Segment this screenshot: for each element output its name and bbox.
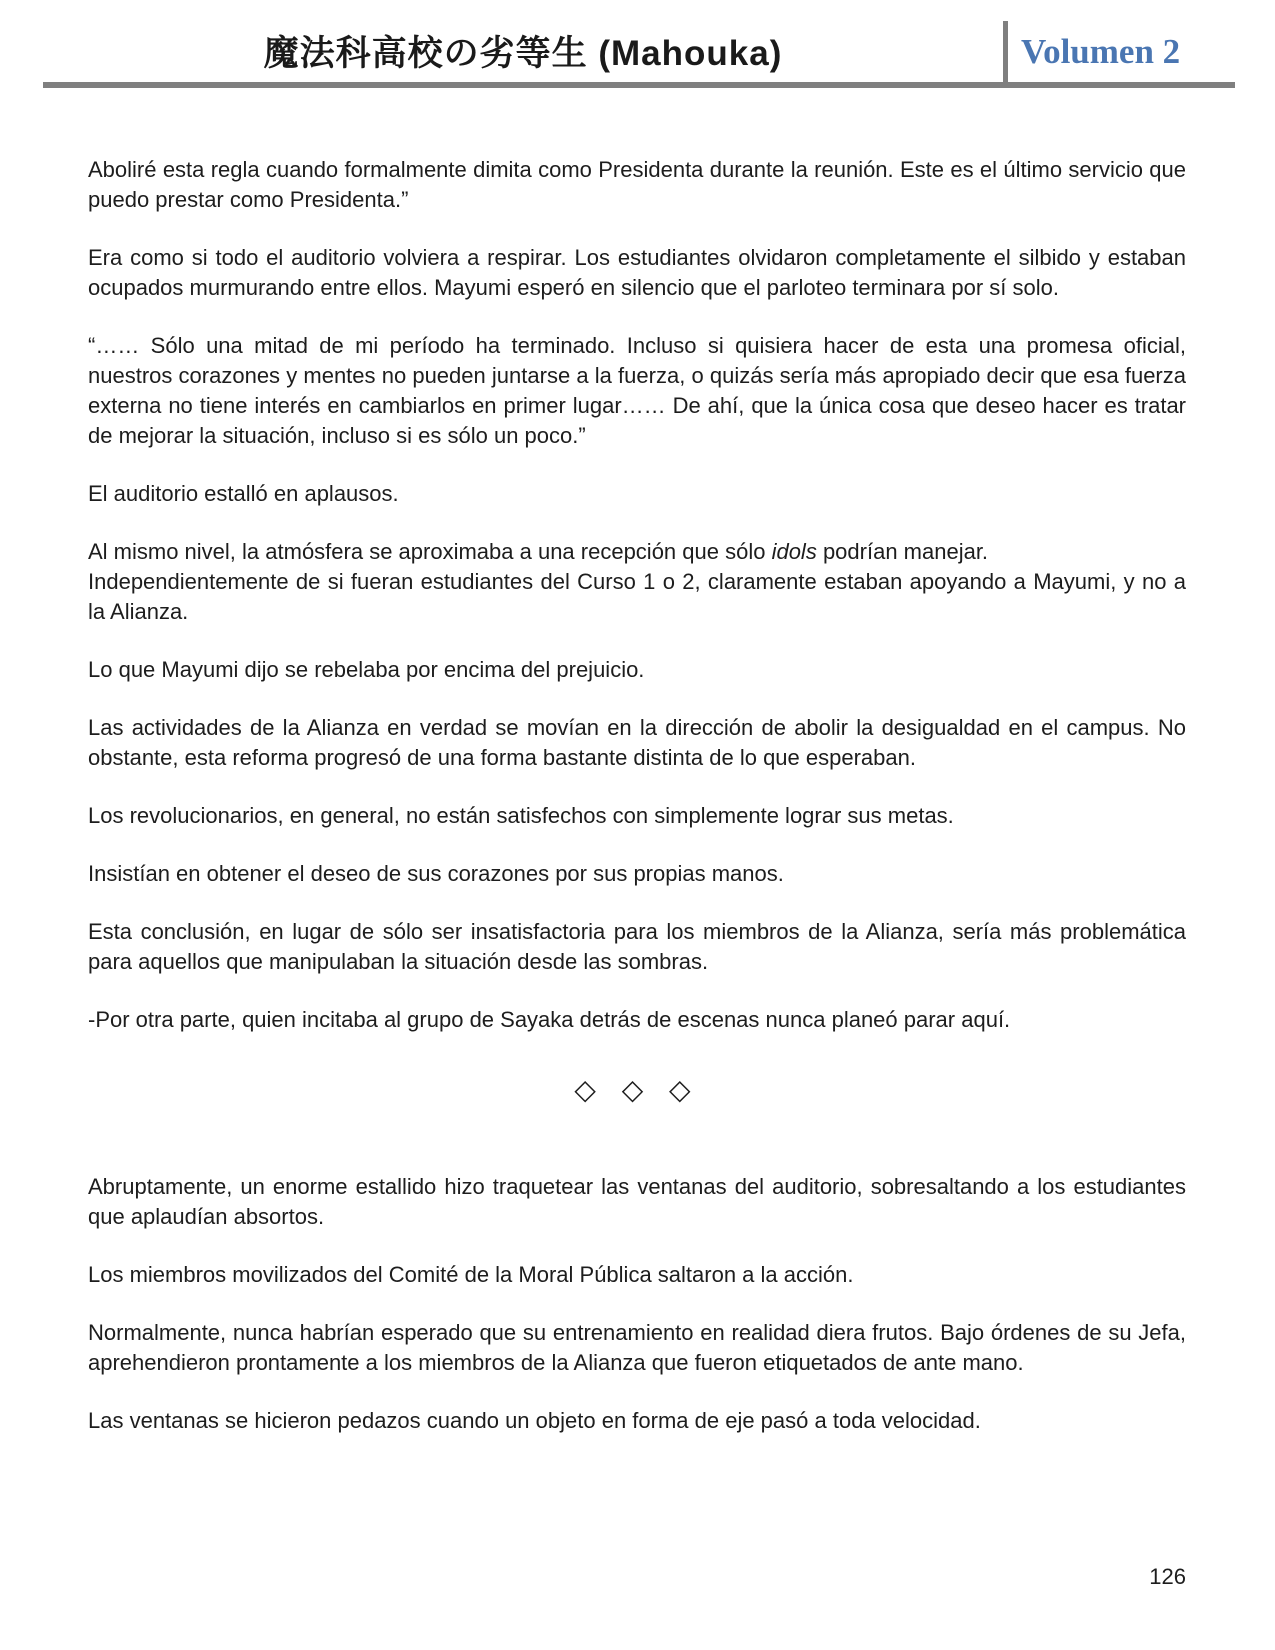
paragraph-10: Esta conclusión, en lugar de sólo ser insatisfactoria para los miembros de la Alianza, sería más problemática para aquellos que manipulaban la situación desde las sombras. — [88, 919, 1186, 974]
paragraph-9: Insistían en obtener el deseo de sus corazones por sus propias manos. — [88, 861, 784, 886]
scene-divider-diamonds: ◇ ◇ ◇ — [574, 1074, 700, 1105]
paragraph-15: Las ventanas se hicieron pedazos cuando un objeto en forma de eje pasó a toda velocidad. — [88, 1408, 981, 1433]
paragraph-5-text-after: podrían manejar. — [816, 539, 989, 564]
header-title-area — [43, 26, 1003, 82]
page-number: 126 — [1149, 1564, 1186, 1589]
paragraph-8: Los revolucionarios, en general, no están satisfechos con simplemente lograr sus metas. — [88, 803, 954, 828]
paragraph-5-line2: Independientemente de si fueran estudiantes del Curso 1 o 2, claramente estaban apoyando a Mayumi, y no a la Alianza. — [88, 569, 1186, 624]
page-content — [88, 94, 1186, 1464]
paragraph-5 — [88, 537, 1186, 627]
page-header — [43, 0, 1235, 88]
paragraph-5-text: Al mismo nivel, la atmósfera se aproximaba a una recepción que sólo — [88, 539, 772, 564]
paragraph-2: Era como si todo el auditorio volviera a respirar. Los estudiantes olvidaron completamente el silbido y estaban ocupados murmurando entre ellos. Mayumi esperó en silencio que el parloteo terminara por sí solo. — [88, 245, 1186, 300]
book-title: 魔法科高校の劣等生 (Mahouka) — [263, 34, 783, 73]
paragraph-14: Normalmente, nunca habrían esperado que su entrenamiento en realidad diera frutos. Bajo órdenes de su Jefa, aprehendieron prontamente a los miembros de la Alianza que fueron etiquetados de ante mano. — [88, 1320, 1186, 1375]
header-volume-area — [1003, 21, 1235, 82]
paragraph-6: Lo que Mayumi dijo se rebelaba por encima del prejuicio. — [88, 657, 645, 682]
paragraph-13: Los miembros movilizados del Comité de la Moral Pública saltaron a la acción. — [88, 1262, 854, 1287]
paragraph-3: “…… Sólo una mitad de mi período ha terminado. Incluso si quisiera hacer de esta una promesa oficial, nuestros corazones y mentes no pueden juntarse a la fuerza, o quizás sería más apropiado decir que esa fuerza externa no tiene interés en cambiarlos en primer lugar…… De ahí, que la única cosa que deseo hacer es tratar de mejorar la situación, incluso si es sólo un poco.” — [88, 333, 1186, 448]
volume-label: Volumen 2 — [1021, 31, 1181, 71]
paragraph-11: -Por otra parte, quien incitaba al grupo de Sayaka detrás de escenas nunca planeó parar aquí. — [88, 1007, 1011, 1032]
paragraph-4: El auditorio estalló en aplausos. — [88, 481, 399, 506]
paragraph-12: Abruptamente, un enorme estallido hizo traquetear las ventanas del auditorio, sobresaltando a los estudiantes que aplaudían absortos. — [88, 1174, 1186, 1229]
paragraph-5-italic: idols — [771, 539, 817, 564]
paragraph-7: Las actividades de la Alianza en verdad se movían en la dirección de abolir la desigualdad en el campus. No obstante, esta reforma progresó de una forma bastante distinta de lo que esperaban. — [88, 715, 1186, 770]
paragraph-1: Aboliré esta regla cuando formalmente dimita como Presidenta durante la reunión. Este es el último servicio que puedo prestar como Presidenta.” — [88, 157, 1186, 212]
